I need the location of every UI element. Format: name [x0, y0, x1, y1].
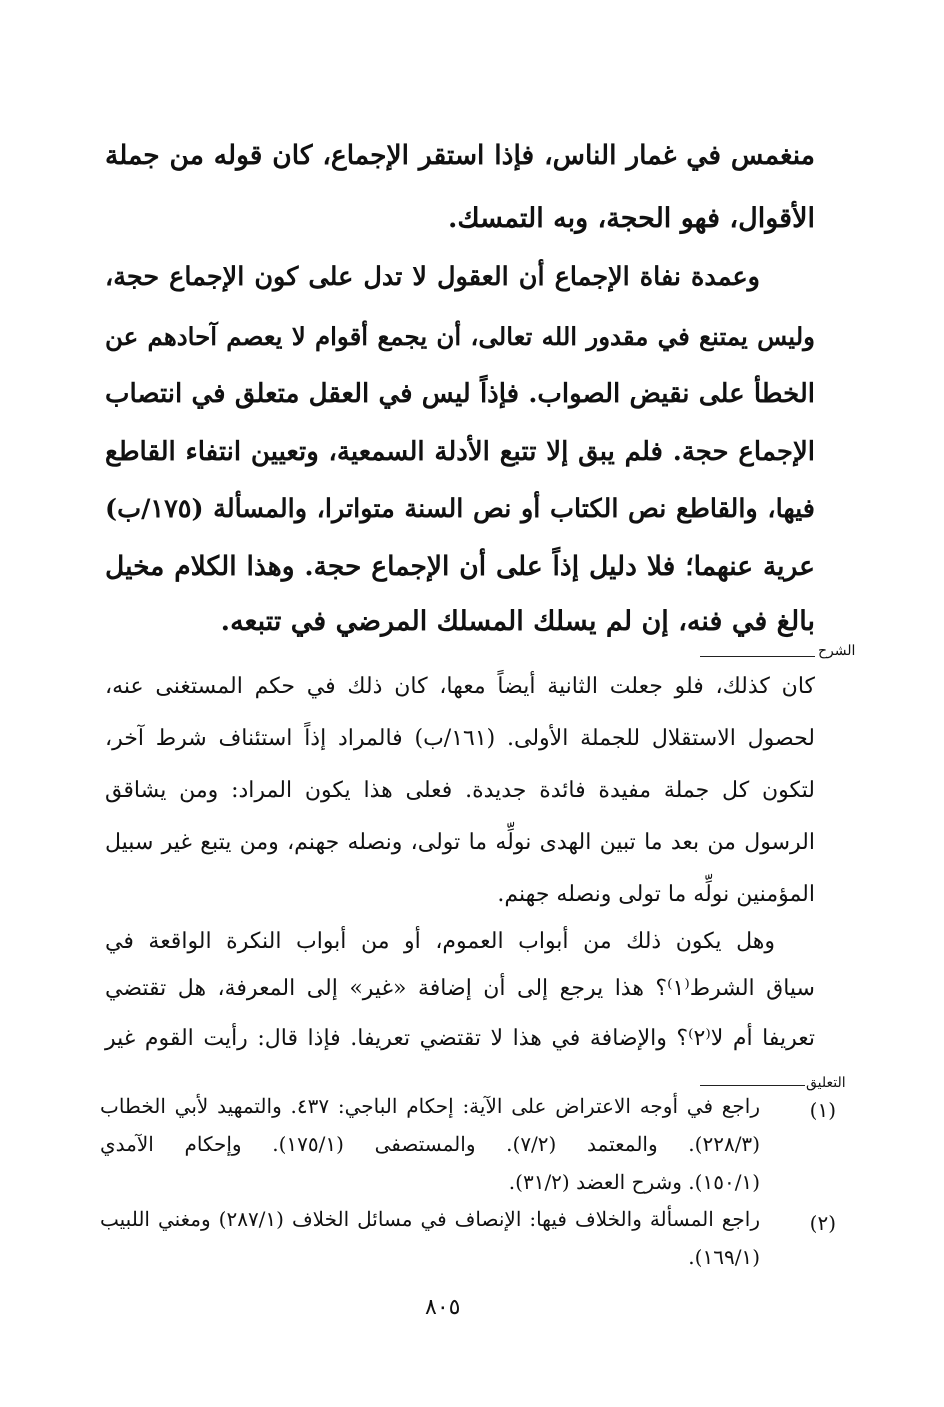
footnotes-label: التعليق — [806, 1075, 846, 1091]
footnote-2 — [100, 1207, 760, 1287]
footnotes-divider — [700, 1085, 805, 1086]
main-line: وليس يمتنع في مقدور الله تعالى، أن يجمع أقوام لا يعصم آحادهم عن — [105, 322, 815, 351]
main-line: وعمدة نفاة الإجماع أن العقول لا تدل على كون الإجماع حجة، — [105, 262, 760, 292]
main-text — [105, 140, 815, 640]
main-line: الخطأ على نقيض الصواب. فإذاً ليس في العقل متعلق في انتصاب — [105, 379, 815, 409]
commentary-divider — [700, 656, 815, 657]
main-line: بالغ في فنه، إن لم يسلك المسلك المرضي في تتبعه. — [220, 606, 815, 637]
commentary-line: الرسول من بعد ما تبين الهدى نولِّه ما تولى، ونصله جهنم، ومن يتبع غير سبيل — [105, 830, 815, 855]
commentary-line: المؤمنين نولِّه ما تولى ونصله جهنم. — [497, 882, 815, 907]
footnote-1 — [100, 1094, 760, 1204]
footnote-line: (١٥٠/١). وشرح العضد (٣١/٢). — [508, 1170, 760, 1194]
footnote-line: (١٦٩/١). — [688, 1245, 760, 1269]
commentary-line: كان كذلك، فلو جعلت الثانية أيضاً معها، كان ذلك في حكم المستغنى عنه، — [105, 674, 815, 699]
commentary-line: لحصول الاستقلال للجملة الأولى. (١٦١/ب) فالمراد إذاً استئناف شرط آخر، — [105, 726, 815, 751]
commentary-text — [105, 674, 815, 1074]
commentary-line: وهل يكون ذلك من أبواب العموم، أو من أبواب النكرة الواقعة في — [105, 929, 775, 954]
page-number: ٨٠٥ — [425, 1295, 461, 1320]
commentary-line: لتكون كل جملة مفيدة فائدة جديدة. فعلى هذا يكون المراد: ومن يشاقق — [105, 778, 815, 803]
main-line: منغمس في غمار الناس، فإذا استقر الإجماع، كان قوله من جملة — [105, 140, 815, 171]
footnote-line: راجع في أوجه الاعتراض على الآية: إحكام الباجي: ٤٣٧. والتمهيد لأبي الخطاب — [100, 1094, 761, 1118]
main-line: فيها، والقاطع نص الكتاب أو نص السنة متواترا، والمسألة (١٧٥/ب) — [105, 494, 815, 524]
commentary-label: الشرح — [818, 643, 856, 659]
footnote-line: (٢٢٨/٣). والمعتمد (٧/٢). والمستصفى (١٧٥/١). وإحكام الآمدي — [100, 1132, 760, 1156]
commentary-line: سياق الشرط⁽١⁾؟ هذا يرجع إلى أن إضافة «غير» إلى المعرفة، هل تقتضي — [105, 976, 815, 1001]
main-line: الإجماع حجة. فلم يبق إلا تتبع الأدلة السمعية، وتعيين انتفاء القاطع — [105, 437, 815, 467]
main-line: الأقوال، فهو الحجة، وبه التمسك. — [447, 203, 815, 234]
commentary-line: تعريفا أم لا⁽٢⁾؟ والإضافة في هذا لا تقتضي تعريفا. فإذا قال: رأيت القوم غير — [105, 1026, 815, 1051]
footnote-number: (٢) — [809, 1211, 836, 1235]
footnote-number: (١) — [809, 1098, 836, 1122]
main-line: عرية عنهما؛ فلا دليل إذاً على أن الإجماع حجة. وهذا الكلام مخيل — [105, 551, 815, 582]
footnote-line: راجع المسألة والخلاف فيها: الإنصاف في مسائل الخلاف (٢٨٧/١) ومغني اللبيب — [100, 1207, 760, 1231]
